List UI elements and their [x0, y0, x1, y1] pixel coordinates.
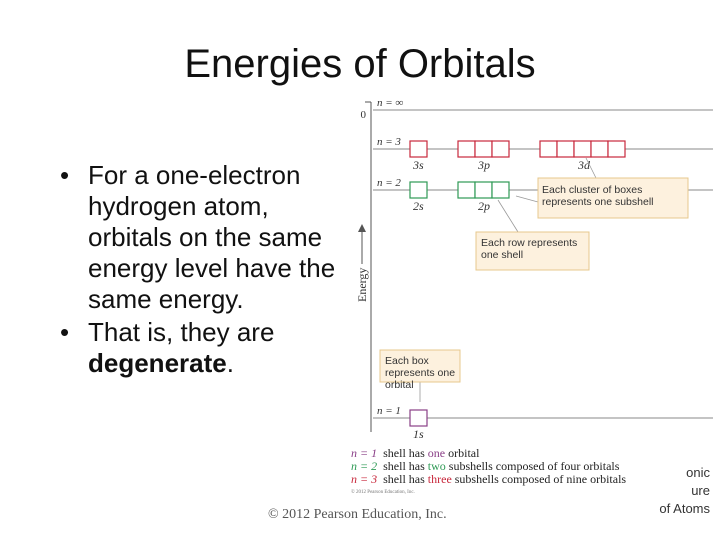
- subshell-label-2p: 2p: [478, 199, 490, 213]
- callout-subshell: [516, 158, 688, 218]
- degenerate-term: degenerate: [88, 348, 227, 378]
- bullet-marker: •: [60, 160, 70, 190]
- summary-line-n2: n = 2 shell has two subshells composed of four orbitals: [351, 459, 620, 473]
- callout-text-shell: Each row represents one shell: [481, 237, 578, 261]
- bullet-text: For a one-electron hydrogen atom, orbitals on the same energy level have the same energy.: [88, 160, 336, 314]
- callout-text-wrapper: [542, 184, 687, 218]
- orbital-box-1s: [410, 410, 427, 426]
- level-label-n-infinity: n = ∞: [377, 97, 404, 109]
- small-credit: © 2012 Pearson Education, Inc.: [351, 490, 415, 495]
- orbital-box-3p: [458, 141, 475, 157]
- bullet-text: That is, they are: [88, 317, 275, 347]
- callout-text-subshell: Each cluster of boxes represents one subshell: [542, 184, 654, 208]
- zero-label: 0: [360, 109, 366, 121]
- orbital-box-3p: [475, 141, 492, 157]
- subshell-label-2s: 2s: [413, 199, 424, 213]
- orbital-box-3p: [492, 141, 509, 157]
- bullet-list: [58, 160, 358, 381]
- chapter-label-line: of Atoms: [659, 501, 710, 516]
- bullet-item: [58, 317, 358, 379]
- orbital-box-3s: [410, 141, 427, 157]
- subshell-label-1s: 1s: [413, 427, 424, 441]
- orbital-box-2p: [458, 182, 475, 198]
- level-label-n2: n = 2: [377, 177, 401, 189]
- subshell-label-3s: 3s: [413, 158, 424, 172]
- energy-arrow-head: [358, 224, 366, 232]
- subshell-label-3p: 3p: [478, 158, 490, 172]
- copyright-footer: © 2012 Pearson Education, Inc.: [268, 507, 447, 522]
- callout-text-wrapper: [385, 355, 460, 391]
- summary-line-n3: n = 3 shell has three subshells composed of nine orbitals: [351, 472, 627, 486]
- orbital-box-3d: [540, 141, 557, 157]
- level-label-n1: n = 1: [377, 405, 401, 417]
- orbital-box-3d: [574, 141, 591, 157]
- orbital-boxes-n2: [410, 182, 509, 198]
- bullet-marker: •: [60, 317, 70, 347]
- callout-orbital: [380, 350, 460, 402]
- chapter-label-line: onic: [686, 465, 710, 480]
- callout-text-orbital: Each box represents one orbital: [385, 355, 456, 391]
- orbital-box-2p: [475, 182, 492, 198]
- chapter-label: [657, 464, 712, 518]
- summary-lines: [351, 446, 626, 495]
- orbital-box-3d: [557, 141, 574, 157]
- slide-title: Energies of Orbitals: [184, 42, 536, 86]
- bullet-item: [58, 160, 358, 315]
- subshell-label-3d: 3d: [578, 158, 590, 172]
- orbital-box-2p: [492, 182, 509, 198]
- level-label-n3: n = 3: [377, 136, 401, 148]
- summary-line-n1: n = 1 shell has one orbital: [351, 446, 480, 460]
- bullet-tail: .: [226, 348, 234, 378]
- orbital-box-2s: [410, 182, 427, 198]
- callout-text-wrapper: [481, 237, 587, 271]
- diagram-svg: [348, 96, 720, 498]
- chapter-label-line: ure: [691, 483, 710, 498]
- orbital-energy-diagram: [348, 96, 720, 503]
- energy-axis-label: Energy: [355, 267, 369, 302]
- orbital-box-3d: [608, 141, 625, 157]
- orbital-box-3d: [591, 141, 608, 157]
